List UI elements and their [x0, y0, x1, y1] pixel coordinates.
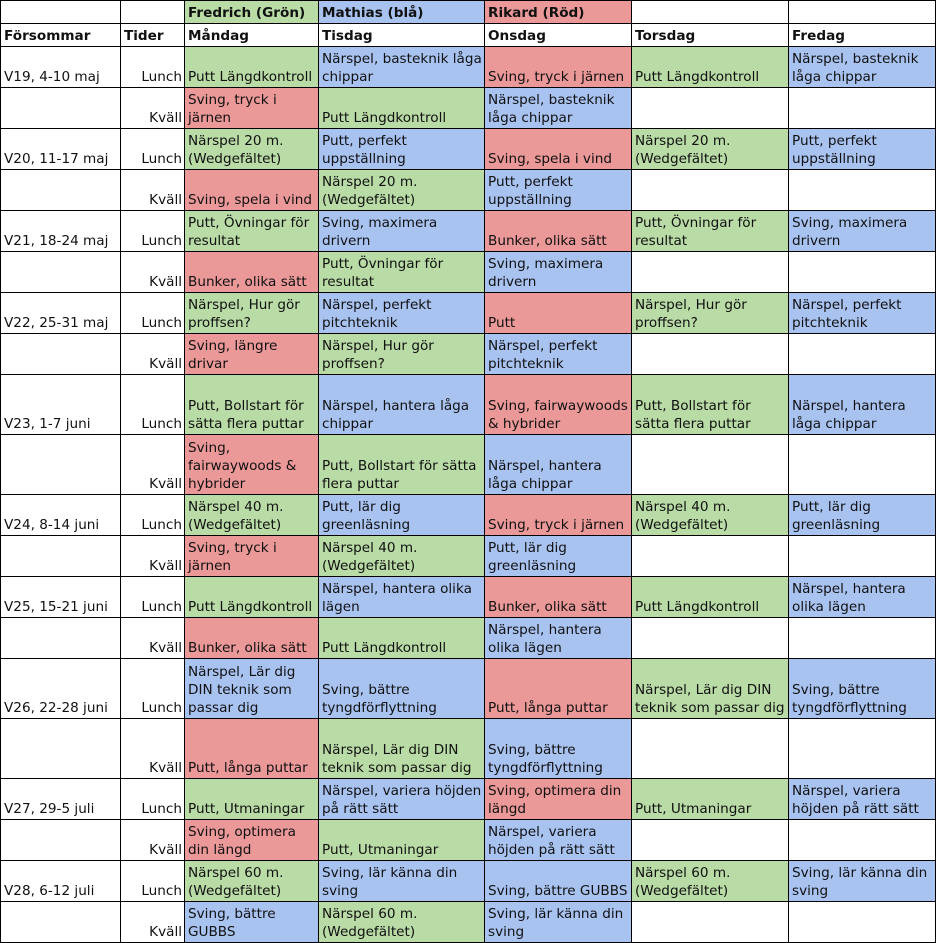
- session-cell-friday: [789, 170, 936, 211]
- table-row: [1, 88, 936, 129]
- session-cell-friday: Närspel, perfekt pitchteknik: [789, 293, 936, 334]
- table-row: [1, 435, 936, 495]
- session-cell-wednesday: Närspel, perfekt pitchteknik: [485, 334, 632, 375]
- session-cell-wednesday: Putt, långa puttar: [485, 659, 632, 719]
- session-cell-monday: Närspel 60 m. (Wedgefältet): [185, 861, 319, 902]
- time-cell: Lunch: [121, 779, 185, 820]
- session-cell-thursday: [632, 618, 789, 659]
- session-cell-thursday: [632, 902, 789, 943]
- session-cell-friday: [789, 536, 936, 577]
- week-cell: [1, 820, 121, 861]
- week-cell: [1, 536, 121, 577]
- session-cell-wednesday: Putt: [485, 293, 632, 334]
- day-header-tuesday: Tisdag: [319, 24, 485, 47]
- session-cell-tuesday: Närspel, hantera olika lägen: [319, 577, 485, 618]
- session-cell-tuesday: Närspel, variera höjden på rätt sätt: [319, 779, 485, 820]
- week-cell: V22, 25-31 maj: [1, 293, 121, 334]
- time-cell: Lunch: [121, 577, 185, 618]
- week-cell: V26, 22-28 juni: [1, 659, 121, 719]
- time-cell: Kväll: [121, 435, 185, 495]
- table-row: [1, 577, 936, 618]
- time-cell: Lunch: [121, 293, 185, 334]
- week-cell: V27, 29-5 juli: [1, 779, 121, 820]
- session-cell-friday: Närspel, hantera låga chippar: [789, 375, 936, 435]
- session-cell-monday: Närspel 20 m. (Wedgefältet): [185, 129, 319, 170]
- session-cell-tuesday: Närspel 20 m. (Wedgefältet): [319, 170, 485, 211]
- session-cell-monday: Närspel, Hur gör proffsen?: [185, 293, 319, 334]
- header-row: [1, 24, 936, 47]
- session-cell-monday: Putt, Övningar för resultat: [185, 211, 319, 252]
- session-cell-friday: Närspel, hantera olika lägen: [789, 577, 936, 618]
- session-cell-monday: Putt Längdkontroll: [185, 47, 319, 88]
- time-cell: Kväll: [121, 252, 185, 293]
- session-cell-tuesday: Närspel 60 m. (Wedgefältet): [319, 902, 485, 943]
- time-cell: Kväll: [121, 536, 185, 577]
- table-row: [1, 334, 936, 375]
- session-cell-monday: Putt, Bollstart för sätta flera puttar: [185, 375, 319, 435]
- time-cell: Lunch: [121, 211, 185, 252]
- table-row: [1, 719, 936, 779]
- session-cell-wednesday: Sving, tryck i järnen: [485, 495, 632, 536]
- session-cell-monday: Sving, fairwaywoods & hybrider: [185, 435, 319, 495]
- session-cell-friday: Sving, lär känna din sving: [789, 861, 936, 902]
- session-cell-thursday: Putt, Bollstart för sätta flera puttar: [632, 375, 789, 435]
- session-cell-friday: [789, 820, 936, 861]
- table-row: [1, 129, 936, 170]
- day-header-wednesday: Onsdag: [485, 24, 632, 47]
- session-cell-monday: Närspel 40 m. (Wedgefältet): [185, 495, 319, 536]
- session-cell-thursday: Putt Längdkontroll: [632, 47, 789, 88]
- table-row: [1, 47, 936, 88]
- time-cell: Kväll: [121, 719, 185, 779]
- session-cell-tuesday: Närspel, basteknik låga chippar: [319, 47, 485, 88]
- session-cell-thursday: Närspel, Lär dig DIN teknik som passar dig: [632, 659, 789, 719]
- session-cell-tuesday: Putt Längdkontroll: [319, 88, 485, 129]
- session-cell-tuesday: Närspel, Hur gör proffsen?: [319, 334, 485, 375]
- day-header-thursday: Torsdag: [632, 24, 789, 47]
- session-cell-thursday: [632, 719, 789, 779]
- week-cell: [1, 902, 121, 943]
- session-cell-tuesday: Putt, Övningar för resultat: [319, 252, 485, 293]
- table-row: [1, 495, 936, 536]
- session-cell-thursday: Närspel 40 m. (Wedgefältet): [632, 495, 789, 536]
- session-cell-wednesday: Sving, optimera din längd: [485, 779, 632, 820]
- session-cell-thursday: Putt, Övningar för resultat: [632, 211, 789, 252]
- session-cell-thursday: Närspel 60 m. (Wedgefältet): [632, 861, 789, 902]
- week-cell: V25, 15-21 juni: [1, 577, 121, 618]
- session-cell-tuesday: Närspel, hantera låga chippar: [319, 375, 485, 435]
- time-cell: Kväll: [121, 88, 185, 129]
- session-cell-monday: Sving, spela i vind: [185, 170, 319, 211]
- session-cell-wednesday: Sving, maximera drivern: [485, 252, 632, 293]
- instructor-blue-label: Mathias (blå): [319, 1, 485, 24]
- time-cell: Kväll: [121, 902, 185, 943]
- week-cell: [1, 170, 121, 211]
- blank-cell: [632, 1, 789, 24]
- session-cell-tuesday: Närspel 40 m. (Wedgefältet): [319, 536, 485, 577]
- session-cell-wednesday: Närspel, hantera låga chippar: [485, 435, 632, 495]
- session-cell-monday: Bunker, olika sätt: [185, 252, 319, 293]
- session-cell-friday: Putt, perfekt uppställning: [789, 129, 936, 170]
- session-cell-wednesday: Putt, lär dig greenläsning: [485, 536, 632, 577]
- session-cell-tuesday: Putt Längdkontroll: [319, 618, 485, 659]
- session-cell-thursday: [632, 536, 789, 577]
- time-cell: Kväll: [121, 618, 185, 659]
- week-cell: [1, 88, 121, 129]
- table-row: [1, 211, 936, 252]
- session-cell-friday: [789, 618, 936, 659]
- week-cell: V19, 4-10 maj: [1, 47, 121, 88]
- table-row: [1, 252, 936, 293]
- session-cell-thursday: [632, 334, 789, 375]
- session-cell-wednesday: Putt, perfekt uppställning: [485, 170, 632, 211]
- session-cell-thursday: [632, 170, 789, 211]
- session-cell-monday: Sving, tryck i järnen: [185, 536, 319, 577]
- time-cell: Lunch: [121, 659, 185, 719]
- week-cell: V28, 6-12 juli: [1, 861, 121, 902]
- time-cell: Lunch: [121, 375, 185, 435]
- time-cell: Kväll: [121, 170, 185, 211]
- session-cell-friday: [789, 88, 936, 129]
- session-cell-thursday: Närspel, Hur gör proffsen?: [632, 293, 789, 334]
- session-cell-wednesday: Sving, fairwaywoods & hybrider: [485, 375, 632, 435]
- time-cell: Lunch: [121, 861, 185, 902]
- week-cell: V20, 11-17 maj: [1, 129, 121, 170]
- session-cell-wednesday: Sving, spela i vind: [485, 129, 632, 170]
- time-cell: Lunch: [121, 47, 185, 88]
- session-cell-wednesday: Närspel, variera höjden på rätt sätt: [485, 820, 632, 861]
- session-cell-thursday: [632, 820, 789, 861]
- session-cell-tuesday: Närspel, Lär dig DIN teknik som passar dig: [319, 719, 485, 779]
- session-cell-friday: [789, 902, 936, 943]
- table-row: [1, 902, 936, 943]
- session-cell-monday: Putt, långa puttar: [185, 719, 319, 779]
- session-cell-wednesday: Närspel, hantera olika lägen: [485, 618, 632, 659]
- table-row: [1, 659, 936, 719]
- session-cell-friday: Närspel, variera höjden på rätt sätt: [789, 779, 936, 820]
- table-row: [1, 293, 936, 334]
- week-cell: [1, 719, 121, 779]
- session-cell-friday: [789, 334, 936, 375]
- session-cell-monday: Sving, optimera din längd: [185, 820, 319, 861]
- session-cell-thursday: Närspel 20 m. (Wedgefältet): [632, 129, 789, 170]
- time-cell: Kväll: [121, 334, 185, 375]
- time-cell: Lunch: [121, 129, 185, 170]
- session-cell-monday: Bunker, olika sätt: [185, 618, 319, 659]
- session-cell-thursday: [632, 252, 789, 293]
- session-cell-friday: Sving, maximera drivern: [789, 211, 936, 252]
- table-row: [1, 820, 936, 861]
- table-row: [1, 618, 936, 659]
- session-cell-monday: Putt, Utmaningar: [185, 779, 319, 820]
- session-cell-friday: [789, 435, 936, 495]
- instructor-red-label: Rikard (Röd): [485, 1, 632, 24]
- session-cell-wednesday: Närspel, basteknik låga chippar: [485, 88, 632, 129]
- time-cell: Kväll: [121, 820, 185, 861]
- blank-cell: [789, 1, 936, 24]
- corner-blank-cell: [121, 1, 185, 24]
- session-cell-friday: Närspel, basteknik låga chippar: [789, 47, 936, 88]
- session-cell-friday: Sving, bättre tyngdförflyttning: [789, 659, 936, 719]
- session-cell-wednesday: Bunker, olika sätt: [485, 577, 632, 618]
- session-cell-tuesday: Sving, maximera drivern: [319, 211, 485, 252]
- session-cell-tuesday: Putt, Utmaningar: [319, 820, 485, 861]
- day-header-friday: Fredag: [789, 24, 936, 47]
- session-cell-friday: Putt, lär dig greenläsning: [789, 495, 936, 536]
- session-cell-tuesday: Putt, perfekt uppställning: [319, 129, 485, 170]
- session-cell-friday: [789, 252, 936, 293]
- table-row: [1, 170, 936, 211]
- session-cell-thursday: [632, 435, 789, 495]
- time-header: Tider: [121, 24, 185, 47]
- period-header: Försommar: [1, 24, 121, 47]
- session-cell-wednesday: Sving, tryck i järnen: [485, 47, 632, 88]
- day-header-monday: Måndag: [185, 24, 319, 47]
- session-cell-tuesday: Putt, Bollstart för sätta flera puttar: [319, 435, 485, 495]
- week-cell: V24, 8-14 juni: [1, 495, 121, 536]
- week-cell: [1, 435, 121, 495]
- time-cell: Lunch: [121, 495, 185, 536]
- table-row: [1, 861, 936, 902]
- session-cell-tuesday: Sving, lär känna din sving: [319, 861, 485, 902]
- week-cell: [1, 252, 121, 293]
- week-cell: V23, 1-7 juni: [1, 375, 121, 435]
- session-cell-thursday: Putt Längdkontroll: [632, 577, 789, 618]
- week-cell: [1, 618, 121, 659]
- session-cell-monday: Putt Längdkontroll: [185, 577, 319, 618]
- session-cell-wednesday: Bunker, olika sätt: [485, 211, 632, 252]
- session-cell-monday: Sving, tryck i järnen: [185, 88, 319, 129]
- session-cell-tuesday: Putt, lär dig greenläsning: [319, 495, 485, 536]
- session-cell-monday: Sving, bättre GUBBS: [185, 902, 319, 943]
- table-row: [1, 779, 936, 820]
- session-cell-thursday: [632, 88, 789, 129]
- week-cell: [1, 334, 121, 375]
- session-cell-tuesday: Sving, bättre tyngdförflyttning: [319, 659, 485, 719]
- week-cell: V21, 18-24 maj: [1, 211, 121, 252]
- corner-blank-cell: [1, 1, 121, 24]
- session-cell-wednesday: Sving, bättre tyngdförflyttning: [485, 719, 632, 779]
- session-cell-thursday: Putt, Utmaningar: [632, 779, 789, 820]
- session-cell-tuesday: Närspel, perfekt pitchteknik: [319, 293, 485, 334]
- session-cell-monday: Sving, längre drivar: [185, 334, 319, 375]
- table-row: [1, 375, 936, 435]
- session-cell-wednesday: Sving, lär känna din sving: [485, 902, 632, 943]
- session-cell-monday: Närspel, Lär dig DIN teknik som passar dig: [185, 659, 319, 719]
- instructor-legend-row: [1, 1, 936, 24]
- session-cell-wednesday: Sving, bättre GUBBS: [485, 861, 632, 902]
- table-row: [1, 536, 936, 577]
- instructor-green-label: Fredrich (Grön): [185, 1, 319, 24]
- session-cell-friday: [789, 719, 936, 779]
